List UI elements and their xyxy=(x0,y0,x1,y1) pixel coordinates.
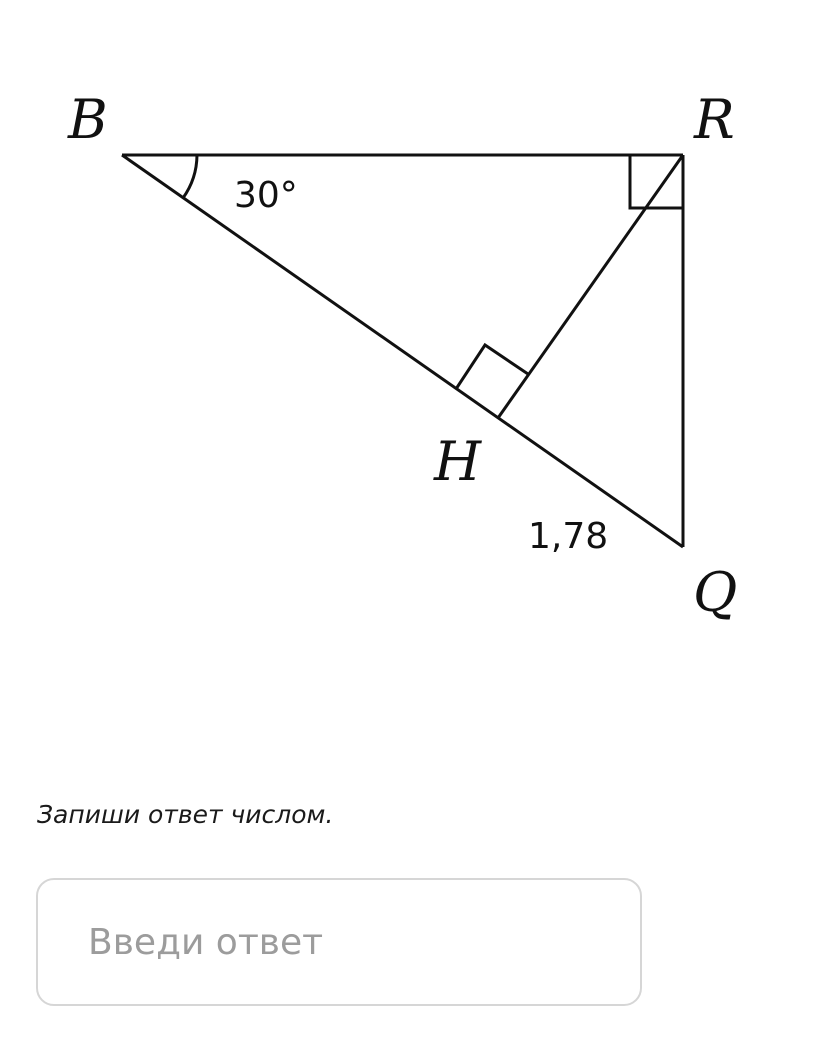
answer-input[interactable] xyxy=(36,878,642,1006)
answer-instruction: Запиши ответ числом. xyxy=(37,800,334,829)
altitude-rh xyxy=(498,155,683,418)
vertex-label-r: R xyxy=(694,88,735,151)
vertex-label-b: B xyxy=(68,88,108,151)
vertex-label-q: Q xyxy=(693,561,738,624)
right-angle-mark-h xyxy=(456,345,528,389)
vertex-label-h: H xyxy=(434,430,482,493)
side-bq xyxy=(122,155,683,547)
angle-arc-b xyxy=(183,155,197,198)
right-angle-mark-r xyxy=(630,155,683,208)
angle-label: 30° xyxy=(234,175,298,216)
segment-length-label: 1,78 xyxy=(528,516,609,557)
